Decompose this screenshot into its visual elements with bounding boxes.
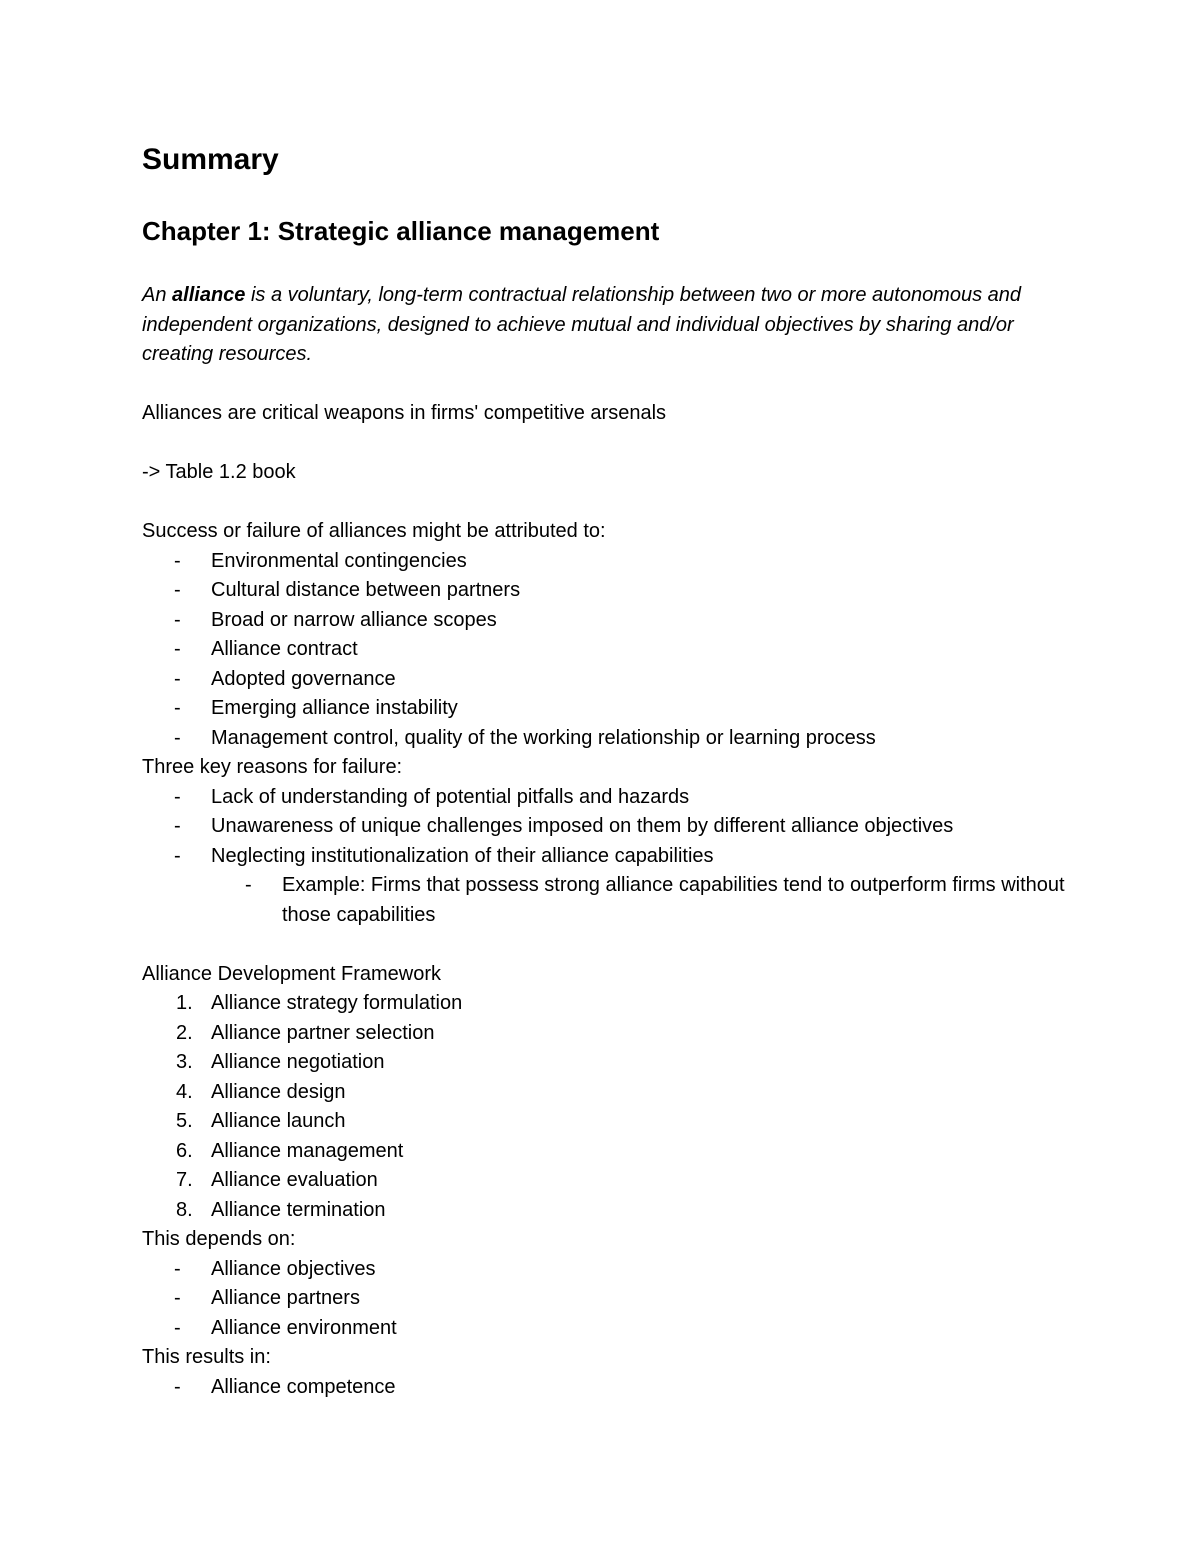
list-item — [142, 1255, 1072, 1285]
step-number: 5. — [176, 1110, 193, 1132]
list-item — [142, 606, 1072, 636]
bullet-marker: - — [174, 785, 181, 808]
bullet-marker: - — [174, 1287, 181, 1309]
list-item-text: Alliance partners — [211, 1287, 360, 1309]
chapter-heading: Chapter 1: Strategic alliance management — [142, 216, 660, 246]
definition-term: alliance — [172, 284, 246, 306]
list-item — [142, 1314, 1072, 1344]
bullet-marker: - — [174, 815, 181, 837]
list-item-text: Broad or narrow alliance scopes — [211, 608, 497, 631]
list-item-text: Alliance launch — [211, 1110, 346, 1132]
bullet-marker: - — [174, 844, 181, 867]
failure-intro: Three key reasons for failure: — [142, 756, 403, 778]
bullet-marker: - — [174, 1375, 181, 1398]
document-page — [142, 138, 1072, 1402]
framework-steps-list — [142, 989, 1072, 1225]
list-item — [142, 1196, 1072, 1226]
failure-sublist — [211, 871, 1072, 930]
list-item-text: Adopted governance — [211, 667, 396, 690]
list-item — [142, 1019, 1072, 1049]
bullet-marker: - — [174, 549, 181, 572]
list-item — [142, 1373, 1072, 1403]
list-item-text: Environmental contingencies — [211, 549, 467, 572]
list-item-text: Alliance termination — [211, 1198, 386, 1221]
list-item-text: Alliance negotiation — [211, 1051, 385, 1073]
list-item-text: Lack of understanding of potential pitfalls and hazards — [211, 785, 690, 808]
list-item-text: Alliance evaluation — [211, 1169, 378, 1191]
list-item-text: Unawareness of unique challenges imposed on them by different alliance objectives — [211, 815, 954, 837]
list-item-text: Alliance objectives — [211, 1257, 376, 1280]
list-item — [142, 576, 1072, 606]
document-title: Summary — [142, 143, 279, 176]
list-item — [142, 1048, 1072, 1078]
bullet-marker: - — [174, 608, 181, 631]
failure-reasons-list — [142, 783, 1072, 931]
list-item-text: Alliance partner selection — [211, 1021, 435, 1044]
step-number: 4. — [176, 1080, 193, 1103]
list-item-text: Alliance strategy formulation — [211, 992, 463, 1014]
list-item — [142, 783, 1072, 813]
results-list — [142, 1373, 1072, 1403]
list-item-text: Alliance design — [211, 1080, 346, 1103]
step-number: 7. — [176, 1169, 193, 1191]
list-item-text: Alliance management — [211, 1139, 404, 1162]
bullet-marker: - — [174, 1257, 181, 1280]
step-number: 2. — [176, 1021, 193, 1044]
list-item-text: Emerging alliance instability — [211, 697, 458, 719]
depends-intro: This depends on: — [142, 1228, 296, 1250]
bullet-marker: - — [174, 579, 181, 601]
list-item-text: Neglecting institutionalization of their alliance capabilities — [211, 844, 714, 867]
list-item-text: Alliance contract — [211, 638, 358, 660]
list-item — [142, 1166, 1072, 1196]
results-intro: This results in: — [142, 1346, 271, 1368]
list-item — [142, 694, 1072, 724]
list-item-text: Example: Firms that possess strong alliance capabilities tend to outperform firms without those capabilities — [282, 874, 1065, 926]
list-item-text: Alliance environment — [211, 1316, 397, 1339]
list-item-text: Alliance competence — [211, 1375, 396, 1398]
list-item — [142, 547, 1072, 577]
definition-prefix: An — [142, 284, 173, 306]
list-item — [142, 1078, 1072, 1108]
list-item — [142, 1107, 1072, 1137]
list-item — [142, 724, 1072, 754]
list-item-text: Management control, quality of the working relationship or learning process — [211, 726, 876, 749]
list-item — [142, 665, 1072, 695]
definition-text: is a voluntary, long-term contractual relationship between two or more autonomous and independent organizations, designed to achieve mutual and individual objectives by sharing and/or creating resources. — [142, 284, 1022, 365]
list-item — [142, 1137, 1072, 1167]
depends-list — [142, 1255, 1072, 1344]
alliances-statement: Alliances are critical weapons in firms' competitive arsenals — [142, 402, 667, 424]
bullet-marker: - — [245, 874, 252, 896]
list-item — [142, 635, 1072, 665]
list-item-text: Cultural distance between partners — [211, 579, 521, 601]
list-item — [142, 989, 1072, 1019]
success-intro: Success or failure of alliances might be attributed to: — [142, 520, 606, 542]
step-number: 6. — [176, 1139, 193, 1162]
bullet-marker: - — [174, 726, 181, 749]
bullet-marker: - — [174, 1316, 181, 1339]
table-reference: -> Table 1.2 book — [142, 461, 296, 483]
list-item — [211, 871, 1072, 930]
framework-title: Alliance Development Framework — [142, 962, 442, 985]
list-item — [142, 812, 1072, 842]
step-number: 3. — [176, 1051, 193, 1073]
list-item — [142, 1284, 1072, 1314]
bullet-marker: - — [174, 667, 181, 690]
step-number: 1. — [176, 992, 193, 1014]
bullet-marker: - — [174, 638, 181, 660]
alliance-definition — [142, 281, 1072, 370]
bullet-marker: - — [174, 697, 181, 719]
step-number: 8. — [176, 1198, 193, 1221]
success-factors-list — [142, 547, 1072, 754]
list-item — [142, 842, 1072, 931]
